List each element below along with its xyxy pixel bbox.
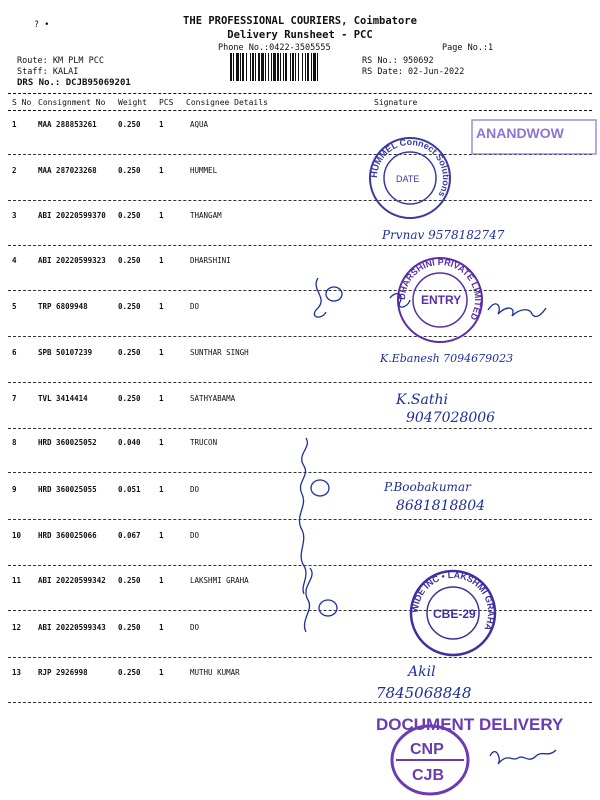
signature-dharshini <box>300 270 420 330</box>
route: Route: KM PLM PCC <box>17 56 104 66</box>
row-separator <box>8 200 592 201</box>
barcode-bar <box>252 53 254 81</box>
company-title: THE PROFESSIONAL COURIERS, Coimbatore <box>183 15 417 27</box>
cnp-text: CNP <box>410 741 444 758</box>
handwritten-row6: K.Ebanesh 7094679023 <box>380 352 514 365</box>
row-pcs: 1 <box>159 394 164 403</box>
barcode-bar <box>258 53 260 81</box>
col-header-consignee: Consignee Details <box>186 98 268 107</box>
row-pcs: 1 <box>159 438 164 447</box>
barcode-bar <box>265 53 266 81</box>
barcode-bar <box>230 53 232 81</box>
row-consignment: TRP 6809948 <box>38 302 88 311</box>
barcode-bar <box>290 53 291 81</box>
barcode-bar <box>268 53 269 81</box>
row-weight: 0.040 <box>118 438 141 447</box>
barcode-bar <box>295 53 296 81</box>
header-bottom-rule <box>8 110 592 111</box>
phone-number: Phone No.:0422-3505555 <box>218 43 331 53</box>
row-pcs: 1 <box>159 668 164 677</box>
row-sno: 13 <box>12 668 22 677</box>
row-weight: 0.051 <box>118 485 141 494</box>
row-consignment: MAA 288853261 <box>38 120 97 129</box>
row-weight: 0.250 <box>118 120 141 129</box>
row-consignment: ABI 20220599323 <box>38 256 106 265</box>
row-sno: 12 <box>12 623 22 632</box>
row-sno: 7 <box>12 394 17 403</box>
handwritten-row3: Prvnav 9578182747 <box>382 228 505 242</box>
barcode-bar <box>242 53 244 81</box>
barcode-bar <box>292 53 294 81</box>
corner-marks: ? • <box>34 20 50 30</box>
row-sno: 5 <box>12 302 17 311</box>
row-consignee: THANGAM <box>190 211 222 220</box>
row-weight: 0.250 <box>118 302 141 311</box>
rs-number: RS No.: 950692 <box>362 56 434 66</box>
row-separator <box>8 382 592 383</box>
row-sno: 9 <box>12 485 17 494</box>
barcode-bar <box>285 53 287 81</box>
barcode <box>230 53 354 81</box>
row-consignment: ABI 20220599370 <box>38 211 106 220</box>
handwritten-row13-phone: 7845068848 <box>376 684 472 702</box>
barcode-bar <box>255 53 256 81</box>
hummel-ring-text: HUMMEL Connect Solutions <box>368 136 452 199</box>
barcode-bar <box>233 53 234 81</box>
row-sno: 11 <box>12 576 22 585</box>
row-weight: 0.250 <box>118 576 141 585</box>
cjb-text: CJB <box>412 767 445 784</box>
row-consignee: LAKSHMI GRAHA <box>190 576 249 585</box>
rs-date: RS Date: 02-Jun-2022 <box>362 67 465 77</box>
row-consignment: HRD 360025066 <box>38 531 97 540</box>
row-consignee: AQUA <box>190 120 209 129</box>
row-pcs: 1 <box>159 211 164 220</box>
col-header-signature: Signature <box>374 98 418 107</box>
barcode-bar <box>236 53 239 81</box>
row-pcs: 1 <box>159 302 164 311</box>
row-sno: 3 <box>12 211 17 220</box>
row-weight: 0.067 <box>118 531 141 540</box>
row-pcs: 1 <box>159 256 164 265</box>
aqua-stamp-text: ANANDWOW <box>476 125 564 141</box>
col-header-weight: Weight <box>118 98 147 107</box>
row-separator <box>8 428 592 429</box>
signature-lakshmi <box>292 566 362 636</box>
barcode-bar <box>311 53 312 81</box>
row-separator <box>8 657 592 658</box>
row-consignee: DO <box>190 531 200 540</box>
handwritten-row13-name: Akil <box>408 664 436 680</box>
row-consignee: SUNTHAR SINGH <box>190 348 249 357</box>
row-pcs: 1 <box>159 623 164 632</box>
handwritten-row7-name: K.Sathi <box>396 392 448 408</box>
staff: Staff: KALAI <box>17 67 79 77</box>
barcode-bar <box>298 53 299 81</box>
barcode-bar <box>283 53 284 81</box>
row-consignment: ABI 20220599342 <box>38 576 106 585</box>
svg-text:HUMMEL Connect Solutions <box>369 137 451 199</box>
row-sno: 4 <box>12 256 17 265</box>
lakshmi-ring-text: WIDE INC • LAKSHMI GRAHA <box>409 569 497 632</box>
handwritten-row7-phone: 9047028006 <box>406 410 496 426</box>
row-consignee: DHARSHINI <box>190 256 231 265</box>
row-consignment: TVL 3414414 <box>38 394 88 403</box>
barcode-bar <box>273 53 276 81</box>
row-weight: 0.250 <box>118 211 141 220</box>
barcode-bar <box>313 53 316 81</box>
page-number: Page No.:1 <box>442 43 494 53</box>
barcode-bar <box>277 53 279 81</box>
row-consignee: TRUCON <box>190 438 218 447</box>
row-consignee: HUMMEL <box>190 166 218 175</box>
barcode-bar <box>317 53 318 81</box>
dharshini-ring-text: DHARSHINI PRIVATE LIMITED <box>396 256 484 322</box>
row-consignment: ABI 20220599343 <box>38 623 106 632</box>
row-sno: 8 <box>12 438 17 447</box>
row-consignment: RJP 2926998 <box>38 668 88 677</box>
row-consignment: HRD 360025055 <box>38 485 97 494</box>
col-header-pcs: PCS <box>159 98 174 107</box>
lakshmi-graha-stamp <box>408 568 498 658</box>
svg-text:WIDE INC • LAKSHMI GRAHA <box>410 570 496 633</box>
barcode-bar <box>250 53 251 81</box>
header-top-rule <box>8 93 592 94</box>
handwritten-row9-phone: 8681818804 <box>396 498 486 514</box>
col-header-consignment: Consignment No <box>38 98 106 107</box>
document-delivery-text: DOCUMENT DELIVERY <box>376 715 564 734</box>
row-weight: 0.250 <box>118 348 141 357</box>
row-consignee: DO <box>190 623 200 632</box>
row-pcs: 1 <box>159 576 164 585</box>
row-separator <box>8 336 592 337</box>
row-pcs: 1 <box>159 120 164 129</box>
row-weight: 0.250 <box>118 394 141 403</box>
row-consignee: DO <box>190 302 200 311</box>
row-weight: 0.250 <box>118 256 141 265</box>
barcode-bar <box>280 53 281 81</box>
row-sno: 1 <box>12 120 17 129</box>
handwritten-row9-name: P.Boobakumar <box>384 480 471 494</box>
row-separator <box>8 702 592 703</box>
hummel-inner-text: DATE <box>396 174 420 184</box>
row-weight: 0.250 <box>118 623 141 632</box>
row-consignee: MUTHU KUMAR <box>190 668 240 677</box>
barcode-bar <box>307 53 309 81</box>
row-pcs: 1 <box>159 348 164 357</box>
row-weight: 0.250 <box>118 668 141 677</box>
row-sno: 2 <box>12 166 17 175</box>
barcode-bar <box>271 53 272 81</box>
drs-number: DRS No.: DCJB95069201 <box>17 78 131 88</box>
signature-do-row5 <box>484 286 554 326</box>
row-consignment: SPB 50107239 <box>38 348 93 357</box>
row-separator <box>8 245 592 246</box>
barcode-bar <box>240 53 241 81</box>
row-weight: 0.250 <box>118 166 141 175</box>
lakshmi-inner-text: CBE-29 <box>433 607 476 621</box>
row-sno: 10 <box>12 531 22 540</box>
cnp-cjb-stamp <box>388 722 472 796</box>
row-consignee: SATHYABAMA <box>190 394 236 403</box>
runsheet-subtitle: Delivery Runsheet - PCC <box>227 29 373 41</box>
row-pcs: 1 <box>159 485 164 494</box>
row-consignee: DO <box>190 485 200 494</box>
aqua-stamp <box>470 118 598 158</box>
barcode-bar <box>246 53 247 81</box>
barcode-bar <box>261 53 264 81</box>
hummel-stamp <box>368 136 452 220</box>
row-consignment: HRD 360025052 <box>38 438 97 447</box>
col-header-sno: S No <box>12 98 32 107</box>
row-consignment: MAA 287023268 <box>38 166 97 175</box>
row-sno: 6 <box>12 348 17 357</box>
row-pcs: 1 <box>159 166 164 175</box>
dharshini-inner-text: ENTRY <box>421 293 462 307</box>
barcode-bar <box>302 53 303 81</box>
barcode-bar <box>305 53 306 81</box>
row-pcs: 1 <box>159 531 164 540</box>
signature-muthu-kumar <box>486 738 566 768</box>
